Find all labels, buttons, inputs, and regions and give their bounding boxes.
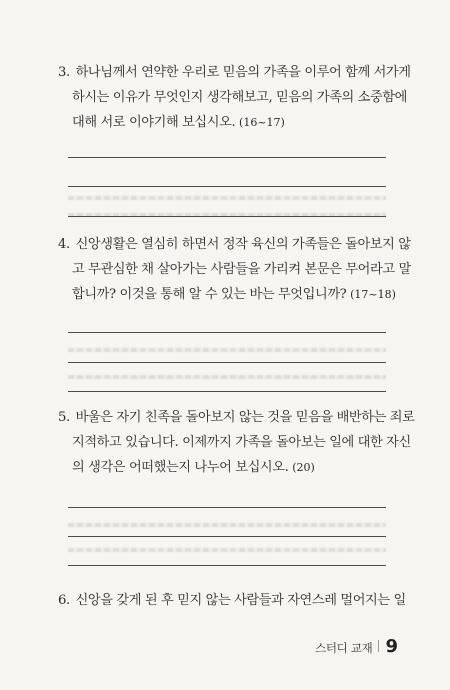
question-line: 6. 신앙을 갖게 된 후 믿지 않는 사람들과 자연스레 멀어지는 일 [58,593,406,608]
answer-line[interactable] [68,507,386,508]
question-line: 의 생각은 어떠했는지 나누어 보십시오. (20) [72,460,315,475]
question-number: 3. [58,65,70,80]
show-through-text [68,548,386,552]
question-line: 3. 하나님께서 연약한 우리로 믿음의 가족을 이루어 함께 서가게 [58,65,411,80]
question-4 [58,232,411,307]
question-6 [58,588,406,613]
page-number: 9 [385,636,398,657]
question-line: 지적하고 있습니다. 이제까지 가족을 돌아보는 일에 대한 자신 [72,435,411,450]
answer-line[interactable] [68,216,386,217]
answer-line[interactable] [68,565,386,566]
answer-line[interactable] [68,391,386,392]
show-through-text [68,196,386,200]
page-reference: (20) [292,461,315,474]
show-through-text [68,348,386,352]
question-3 [58,60,411,135]
show-through-text [68,523,386,527]
question-number: 6. [58,593,70,608]
question-5 [58,405,415,480]
footer-divider [378,640,379,652]
question-line: 합니까? 이것을 통해 알 수 있는 바는 무엇입니까? (17~18) [72,287,396,302]
page-reference: (17~18) [350,288,396,301]
question-number: 5. [58,410,70,425]
show-through-text [68,375,386,379]
answer-line[interactable] [68,536,386,537]
question-line: 4. 신앙생활은 열심히 하면서 정작 육신의 가족들은 돌아보지 않 [58,237,411,252]
answer-line[interactable] [68,157,386,158]
question-line: 5. 바울은 자기 친족을 돌아보지 않는 것을 믿음을 배반하는 죄로 [58,410,415,425]
footer-label: 스터디 교재 [315,641,373,655]
answer-line[interactable] [68,186,386,187]
page-footer [315,636,398,657]
answer-line[interactable] [68,362,386,363]
answer-line[interactable] [68,332,386,333]
page-reference: (16~17) [239,116,285,129]
question-line: 하시는 이유가 무엇인지 생각해보고, 믿음의 가족의 소중함에 [72,90,408,105]
question-number: 4. [58,237,70,252]
question-line: 고 무관심한 채 살아가는 사람들을 가리켜 본문은 무어라고 말 [72,262,411,277]
question-line: 대해 서로 이야기해 보십시오. (16~17) [72,115,285,130]
